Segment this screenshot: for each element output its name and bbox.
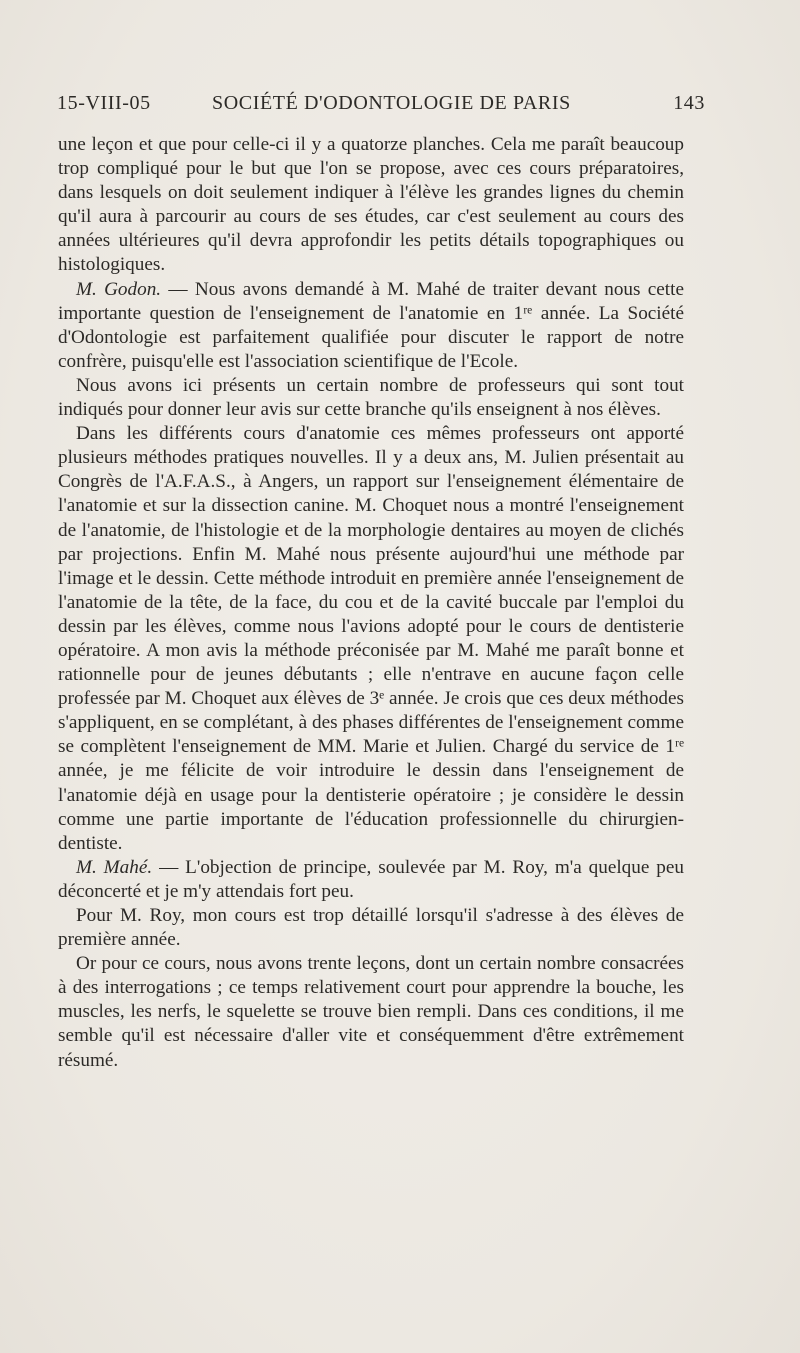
paragraph [58,856,684,904]
paragraph [58,278,684,374]
paragraph [58,904,684,952]
page-number: 143 [673,92,705,114]
paragraph [58,952,684,1072]
paragraph [58,133,684,278]
paragraph-text: une leçon et que pour celle-ci il y a quatorze planches. Cela me paraît beaucoup trop compliqué pour le but que l'on se propose, avec ces cours préparatoires, dans lesquels on doit seulement indiquer à l'élève les grandes lignes du chemin qu'il aura à parcourir au cours de ses études, car c'est seulement au cours des années ultérieures qu'il devra approfondir les petits détails topographiques ou histologiques. [58,134,684,276]
paragraph-text: — L'objection de principe, soulevée par M. Roy, m'a quelque peu déconcerté et je m'y attendais fort peu. [58,856,684,902]
running-header [57,92,705,120]
paragraph-text: Or pour ce cours, nous avons trente leçons, dont un certain nombre consacrées à des interrogations ; ce temps relativement court pour apprendre la bouche, les muscles, les nerfs, le squelette se trouve bien rempli. Dans ces conditions, il me semble qu'il est nécessaire d'aller vite et conséquemment d'être extrêmement résumé. [58,953,684,1071]
paragraph-text: Pour M. Roy, mon cours est trop détaillé lorsqu'il s'adresse à des élèves de première année. [58,905,684,951]
paragraph-text: Dans les différents cours d'anatomie ces mêmes professeurs ont apporté plusieurs méthodes pratiques nouvelles. Il y a deux ans, M. Julien présentait au Congrès de l'A.F.A.S., à Angers, un rapport sur l'enseignement élémentaire de l'anatomie et sur la dissection canine. M. Choquet nous a montré l'enseignement de l'anatomie, de l'histologie et de la morphologie dentaires au moyen de clichés par projections. Enfin M. Mahé nous présente aujourd'hui une méthode par l'image et le dessin. Cette méthode introduit en première année l'enseignement de l'anatomie de la tête, de la face, du cou et de la cavité buccale par l'emploi du dessin par les élèves, comme nous l'avions adopté pour le cours de dentisterie opératoire. A mon avis la méthode préconisée par M. Mahé me paraît bonne et rationnelle pour de jeunes débutants ; elle n'entrave en aucune façon celle professée par M. Choquet aux élèves de 3ᵉ année. Je crois que ces deux méthodes s'appliquent, en se complétant, à des phases différentes de l'enseignement comme se complètent l'enseignement de MM. Marie et Julien. Chargé du service de 1ʳᵉ année, je me félicite de voir introduire le dessin dans l'enseignement de l'anatomie déjà en usage pour la dentisterie opératoire ; je considère le dessin comme une partie importante de l'éducation professionnelle du chirurgien-dentiste. [58,423,684,854]
paragraph-text: — Nous avons demandé à M. Mahé de traiter devant nous cette importante question de l'enseignement de l'anatomie en 1ʳᵉ année. La Société d'Odontologie est parfaitement qualifiée pour discuter le rapport de notre confrère, puisqu'elle est l'association scientifique de l'Ecole. [58,278,684,372]
header-date: 15-VIII-05 [57,92,151,114]
paragraph [58,422,684,856]
header-title: SOCIÉTÉ D'ODONTOLOGIE DE PARIS [212,92,571,114]
body-text [58,133,684,1073]
paragraph [58,374,684,422]
speaker-name: M. Mahé. [76,856,153,878]
speaker-name: M. Godon. [76,278,162,300]
paragraph-text: Nous avons ici présents un certain nombre de professeurs qui sont tout indiqués pour donner leur avis sur cette branche qu'ils enseignent à nos élèves. [58,374,684,421]
